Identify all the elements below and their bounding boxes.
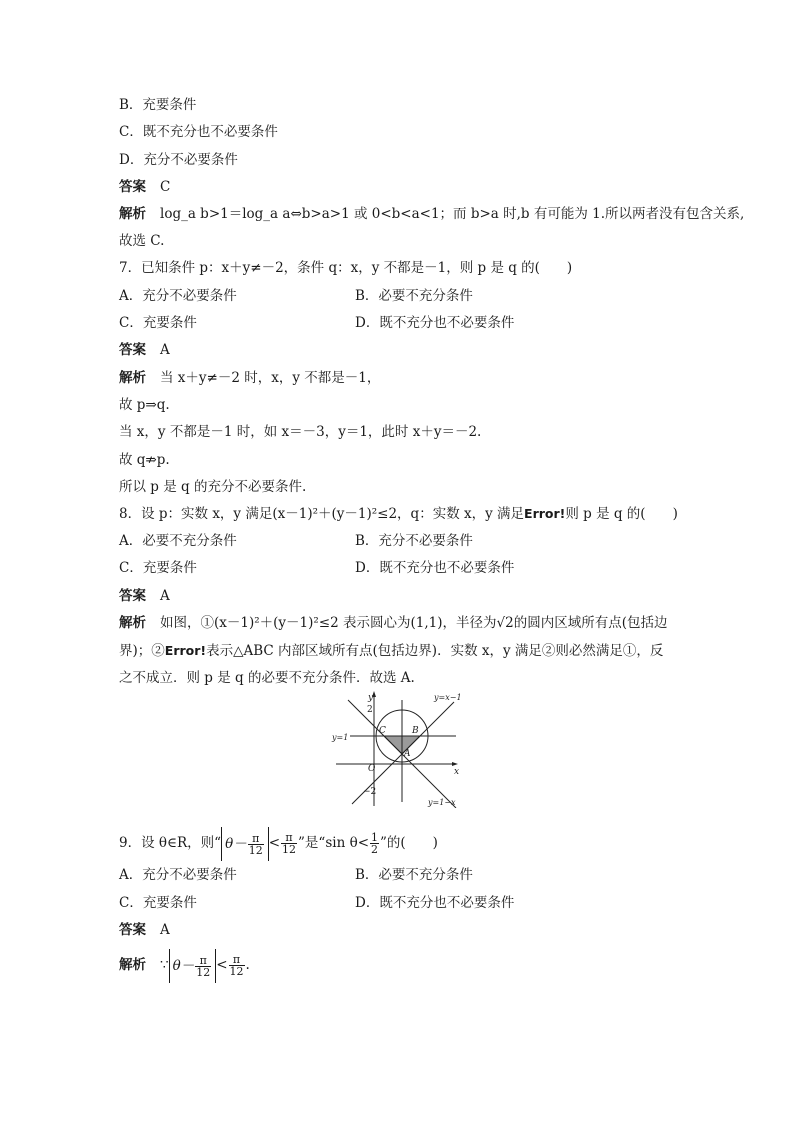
q8-option-d: D．既不充分也不必要条件 — [355, 560, 515, 576]
question-9: 9．设 θ∈R，则“ θ－ $\frac{\pi}{12}$ < $\frac{\pi}{12}$ ”是“sin θ< $\frac{1}{2}$ ”的( ) — [119, 826, 438, 861]
q7-option-d: D．既不充分也不必要条件 — [355, 315, 515, 331]
explanation-label: 解析 — [119, 370, 146, 386]
q8-option-b: B．充分不必要条件 — [355, 533, 473, 549]
region-diagram — [330, 690, 470, 808]
answer-label: 答案 — [119, 922, 146, 938]
answer-label: 答案 — [119, 179, 146, 195]
abs-value: θ－ $\frac{\pi}{12}$ — [169, 949, 217, 983]
q7-option-b: B．必要不充分条件 — [355, 288, 473, 304]
label-y-eq-1-x: y=1−x — [428, 798, 456, 807]
label-a: A — [404, 749, 411, 759]
explanation-label: 解析 — [119, 206, 146, 222]
explanation-7-line1: 解析 当 x＋y≠－2 时，x，y 不都是－1， — [119, 370, 381, 386]
label-2: 2 — [367, 705, 373, 715]
answer-value: A — [160, 342, 170, 358]
q8-option-a: A．必要不充分条件 — [119, 533, 237, 549]
fraction-pi-12: $\frac{\pi}{12}$ — [248, 831, 263, 857]
question-8: 8．设 p：实数 x，y 满足(x－1)²＋(y－1)²≤2，q：实数 x，y 满足Error!则 p 是 q 的( ) — [119, 506, 678, 522]
q9-option-b: B．必要不充分条件 — [355, 867, 473, 883]
answer-9 — [119, 921, 170, 939]
option-d: D．充分不必要条件 — [119, 152, 238, 168]
error-text: Error! — [524, 506, 566, 521]
explanation-8-line1: 解析 如图，①(x－1)²＋(y－1)²≤2 表示圆心为(1,1)，半径为√2的圆内区域所有点(包括边 — [119, 615, 668, 631]
option-b: B．充要条件 — [119, 97, 197, 113]
diagram-shapes — [336, 691, 458, 808]
q8-option-c: C．充要条件 — [119, 560, 197, 576]
explanation-7-line5: 所以 p 是 q 的充分不必要条件. — [119, 479, 307, 495]
label-x: x — [454, 767, 460, 777]
option-c: C．既不充分也不必要条件 — [119, 124, 278, 140]
answer-6 — [119, 178, 170, 196]
explanation-7-line2: 故 p⇒q. — [119, 397, 170, 413]
error-text: Error! — [164, 643, 207, 658]
explanation-7-line3: 当 x，y 不都是－1 时，如 x＝－3，y＝1，此时 x＋y＝－2. — [119, 424, 482, 440]
explanation-label: 解析 — [119, 615, 146, 631]
q9-option-d: D．既不充分也不必要条件 — [355, 895, 515, 911]
explanation-label: 解析 — [119, 957, 146, 973]
label-y-eq-x-1: y=x−1 — [434, 693, 462, 702]
q7-option-c: C．充要条件 — [119, 315, 197, 331]
label-c: C — [379, 726, 386, 736]
q9-option-c: C．充要条件 — [119, 895, 197, 911]
x-axis-arrow — [452, 762, 458, 766]
answer-label: 答案 — [119, 342, 146, 358]
answer-value: C — [160, 179, 171, 195]
explanation-9-line1: 解析 ∵ θ－ $\frac{\pi}{12}$ < $\frac{\pi}{12}$ . — [119, 948, 250, 983]
answer-value: A — [160, 922, 170, 938]
label-neg2: −2 — [363, 787, 377, 797]
explanation-8-line2: 界)；②Error!表示△ABC 内部区域所有点(包括边界)．实数 x，y 满足②则必然满足①，反 — [119, 643, 664, 659]
explanation-6-line1: 解析 log_a b>1＝log_a a⇔b>a>1 或 0<b<a<1；而 b>a 时,b 有可能为 1.所以两者没有包含关系, — [119, 206, 745, 222]
label-b: B — [412, 726, 419, 736]
fraction-pi-12-rhs: $\frac{\pi}{12}$ — [282, 831, 297, 856]
answer-value: A — [160, 588, 170, 604]
fraction-one-half: $\frac{1}{2}$ — [371, 831, 379, 856]
label-y: y — [368, 693, 374, 703]
answer-8 — [119, 587, 170, 605]
explanation-8-line3: 之不成立．则 p 是 q 的必要不充分条件．故选 A. — [119, 670, 415, 686]
q9-option-a: A．充分不必要条件 — [119, 867, 237, 883]
answer-7 — [119, 341, 170, 359]
label-y-eq-1: y=1 — [332, 733, 349, 742]
label-origin: O — [368, 764, 376, 774]
question-7: 7．已知条件 p：x＋y≠－2，条件 q：x，y 不都是－1，则 p 是 q 的( ) — [119, 260, 573, 276]
explanation-7-line4: 故 q⇏p. — [119, 452, 170, 468]
explanation-6-line2: 故选 C. — [119, 233, 165, 249]
abs-value: θ－ $\frac{\pi}{12}$ — [221, 827, 269, 861]
q7-option-a: A．充分不必要条件 — [119, 288, 237, 304]
answer-label: 答案 — [119, 588, 146, 604]
